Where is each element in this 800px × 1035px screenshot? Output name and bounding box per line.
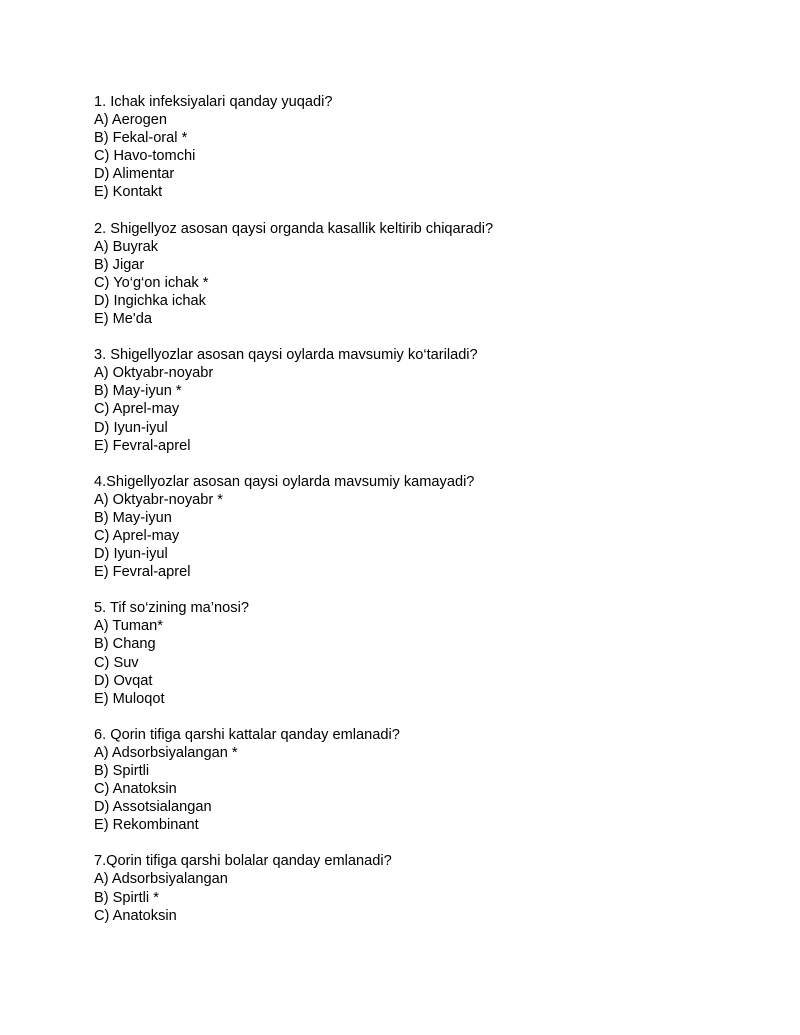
question-text: 4.Shigellyozlar asosan qaysi oylarda mavsumiy kamayadi? xyxy=(94,473,475,490)
question-5 xyxy=(94,599,774,708)
answer-option: C) Yo‘g‘on ichak * xyxy=(94,274,209,291)
answer-option: B) Fekal-oral * xyxy=(94,130,188,147)
answer-option: E) Kontakt xyxy=(94,184,163,201)
question-4 xyxy=(94,473,774,582)
answer-option: E) Fevral-aprel xyxy=(94,437,191,454)
question-2 xyxy=(94,220,774,329)
answer-option: A) Adsorbsiyalangan xyxy=(94,871,228,888)
answer-option: D) Ingichka ichak xyxy=(94,292,206,309)
question-text: 2. Shigellyoz asosan qaysi organda kasallik keltirib chiqaradi? xyxy=(94,220,494,237)
question-text: 7.Qorin tifiga qarshi bolalar qanday emlanadi? xyxy=(94,853,392,870)
answer-option: B) May-iyun xyxy=(94,509,172,526)
answer-option: D) Ovqat xyxy=(94,672,153,689)
answer-option: B) Jigar xyxy=(94,256,145,273)
answer-option: B) Spirtli * xyxy=(94,889,159,906)
answer-option: C) Anatoksin xyxy=(94,907,177,924)
answer-option: B) Chang xyxy=(94,636,156,653)
question-text: 1. Ichak infeksiyalari qanday yuqadi? xyxy=(94,94,333,110)
answer-option: D) Alimentar xyxy=(94,166,175,183)
question-7 xyxy=(94,852,774,924)
answer-option: A) Adsorbsiyalangan * xyxy=(94,744,238,761)
question-text: 6. Qorin tifiga qarshi kattalar qanday emlanadi? xyxy=(94,726,400,743)
answer-option: C) Aprel-may xyxy=(94,527,180,544)
answer-option: D) Iyun-iyul xyxy=(94,419,168,436)
answer-option: A) Aerogen xyxy=(94,112,168,129)
answer-option: E) Fevral-aprel xyxy=(94,564,191,581)
document-page xyxy=(94,93,774,943)
answer-option: C) Havo-tomchi xyxy=(94,148,196,165)
answer-option: C) Suv xyxy=(94,654,139,671)
question-text: 3. Shigellyozlar asosan qaysi oylarda mavsumiy ko‘tariladi? xyxy=(94,347,478,364)
answer-option: D) Assotsialangan xyxy=(94,799,212,816)
answer-option: A) Oktyabr-noyabr * xyxy=(94,491,223,508)
answer-option: A) Oktyabr-noyabr xyxy=(94,365,214,382)
answer-option: D) Iyun-iyul xyxy=(94,546,168,563)
answer-option: E) Me'da xyxy=(94,311,152,328)
answer-option: E) Muloqot xyxy=(94,690,165,707)
question-1 xyxy=(94,93,774,202)
answer-option: A) Tuman* xyxy=(94,618,163,635)
question-6 xyxy=(94,726,774,835)
answer-option: C) Aprel-may xyxy=(94,401,180,418)
answer-option: E) Rekombinant xyxy=(94,817,199,834)
answer-option: B) May-iyun * xyxy=(94,383,182,400)
question-text: 5. Tif so‘zining ma’nosi? xyxy=(94,600,249,617)
answer-option: C) Anatoksin xyxy=(94,781,177,798)
question-3 xyxy=(94,346,774,455)
answer-option: A) Buyrak xyxy=(94,238,159,255)
answer-option: B) Spirtli xyxy=(94,763,150,779)
